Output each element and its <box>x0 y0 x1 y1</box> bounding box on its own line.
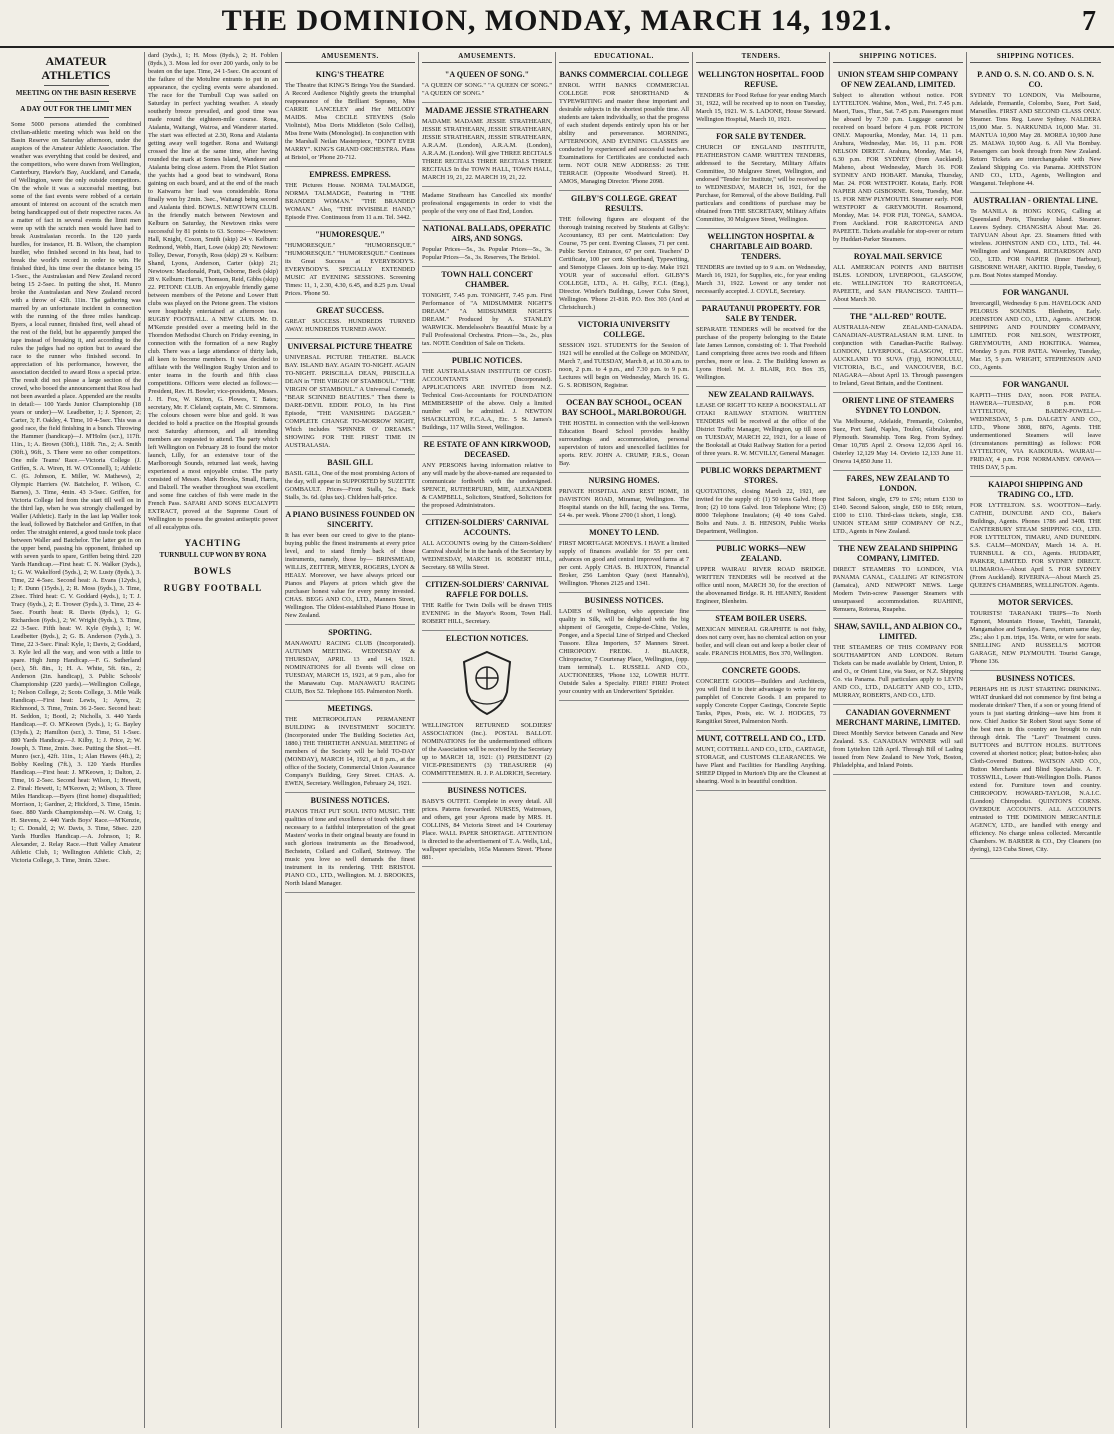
advertisement <box>285 303 415 339</box>
ad-body: THE METROPOLITAN PERMANENT BUILDING & INVESTMENT SOCIETY. (Incorporated under The Building Societies Act, 1880.) THE THIRTIETH ANNUAL MEETING of members of the Society will be held TO-DAY (MONDAY), MARCH 14, 1921, at 8 p.m., at the office of the Society, Commercial Union Assurance Company's Building, Grey Street. CHAS. A. EWEN, Secretary. Wellington, February 24, 1921. <box>285 716 415 787</box>
ad-body: Direct Monthly Service between Canada and New Zealand. S.S. CANADIAN WINNER will sail from Lyttelton 12th April. Through Bill of Lading issued from New Zealand to New York, Boston, Philadelphia, and Inland Points. <box>833 730 963 769</box>
advertisement <box>696 611 826 663</box>
ad-body: "A QUEEN OF SONG." "A QUEEN OF SONG." "A QUEEN OF SONG." <box>422 82 552 97</box>
subheadline: TURNBULL CUP WON BY RONA <box>159 551 267 559</box>
ad-body: THE Pictures House. NORMA TALMADGE, NORMA TALMADGE, Featuring in "THE BRANDED WOMAN." "THE BRANDED WOMAN." Also, "THE INVISIBLE HAND," Episode Five. Continuous from 11 a.m. Tel. 3442. <box>285 182 415 221</box>
soldiers-association-emblem-icon <box>458 648 516 718</box>
advertisement <box>833 249 963 309</box>
ad-heading: WELLINGTON HOSPITAL. FOOD REFUSE. <box>697 70 825 89</box>
column-header: TENDERS. <box>696 52 826 63</box>
ad-heading: MUNT, COTTRELL AND CO., LTD. <box>696 734 826 743</box>
ad-heading: NEW ZEALAND RAILWAYS. <box>708 390 814 399</box>
ad-heading: CITIZEN-SOLDIERS' CARNIVAL RAFFLE FOR DOLLS. <box>425 580 549 599</box>
ad-body: SESSION 1921. STUDENTS for the Session of 1921 will be enrolled at the College on MONDAY, March 7, and TUESDAY, March 8, at 10.30 a.m. to noon, 2 p.m. to 4 p.m., and 7.30 p.m. to 9 p.m. Lectures will begin on Wednesday, March 16. G. G. S. ROBISON, Registrar. <box>559 342 689 389</box>
ad-body: MUNT, COTTRELL AND CO., LTD., CARTAGE, STORAGE, and CUSTOMS CLEARANCES. We have Plant and Facilities for Handling Anything. SHEEP Dipped in Murton's Dip are the Cleanest at shearing. Wool is in beautiful condition. <box>696 746 826 785</box>
advertisement <box>970 477 1101 595</box>
ad-heading: CANADIAN GOVERNMENT MERCHANT MARINE, LIMITED. <box>835 708 961 727</box>
ad-heading: FOR SALE BY TENDER. <box>716 132 806 141</box>
advertisement <box>696 731 826 791</box>
ad-body: WELLINGTON RETURNED SOLDIERS' ASSOCIATION (Inc.). POSTAL BALLOT. NOMINATIONS for the undermentioned officers of the Association will be received by the Secretary up to MARCH 18, 1921: (1) PRESIDENT (2) VICE-PRESIDENTS (3) TREASURER (4) COMMITTEEMEN. R. J. P. ALDRICH, Secretary. <box>422 722 552 777</box>
ad-heading: NATIONAL BALLADS, OPERATIC AIRS, AND SONGS. <box>423 224 551 243</box>
ad-body: PERHAPS HE IS JUST STARTING DRINKING. WHAT drunkard did not commence by first being a moderate drinker? Then, if a son or young friend of yours is just starting drinking—save him from it now. Chief Justice Sir Robert Stout says: Some of the best men in this country are brought to ruin through drink. The "Lavi" Treatment cures. BUTTONS and BUTTON HOLES. BUTTONS covered at shortest notice; pleat; button-holes; also Cloth-Covered Buttons. WATSON AND CO., Button Merchants and Blind Specialists. A. F. TOSSWILL, Lower Hutt-Wellington Dolls. Pianos extend for. Furniture town and country. CHIROPODY. HOWARD-TAYLOR, N.A.I.C. (London) Chiropodist. QUINTON'S CORNS. OVERDUE ACCOUNTS. ALL ACCOUNTS entrusted to THE DOMINION MERCANTILE AGENCY, LTD., are handled with energy and efficiency. No charge unless collected. Mercantile Chambers. W. BARBER & CO., Dry Cleaners (no dyeing), 123 Cuba Street, City. <box>970 686 1101 853</box>
advertisement <box>285 507 415 625</box>
advertisement <box>285 339 415 455</box>
ad-heading: OCEAN BAY SCHOOL, OCEAN BAY SCHOOL, MARLBOROUGH. <box>561 398 687 417</box>
column-8 <box>967 52 1104 1428</box>
ad-body: "HUMORESQUE." "HUMORESQUE." "HUMORESQUE." "HUMORESQUE." Continues its Great Success at EVERYBODY'S. EVERYBODY'S. SPECIALLY EXTENDED MUSIC AT EVENING SESSIONS. Screening Times: 11, 1, 2.30, 4.30, 6.45, and 8.25 p.m. Usual Prices. 'Phone 50. <box>285 242 415 297</box>
divider <box>44 85 109 86</box>
column-header: SHIPPING NOTICES. <box>970 52 1101 63</box>
ad-body: MANAWATU RACING CLUB (Incorporated). AUTUMN MEETING. WEDNESDAY & THURSDAY, APRIL 13 and 14, 1921. NOMINATIONS for all Events will close on TUESDAY, MARCH 15, 1921, at 9 p.m., also for the Manawatu Cup. MANAWATU RACING CLUB, Box 52. Telephone 165. Palmerston North. <box>285 640 415 695</box>
ad-body: FOR LYTTELTON. S.S. WOOTTON—Early. CATHIE, DUNCUBE AND CO., Baker's Buildings, Agents. Phones 1786 and 3408. THE CANTERBURY STEAM SHIPPING CO., LTD. FOR LYTTELTON, TIMARU, AND DUNEDIN. S.S. CALM—MONDAY, March 14. A. H. TURNBULL & CO., Agents. HUDDART, PARKER, LIMITED. FOR SYDNEY DIRECT. ULIMAROA—About April 5. FOR SYDNEY (From Auckland). RIVERINA—About March 25. QUEEN'S CHAMBERS, WELLINGTON. Agents. <box>970 502 1101 589</box>
ad-body: PRIVATE HOSPITAL AND REST HOME, 18 DAVISTON ROAD, Miramar, Wellington. The Hospital stands on the hill, facing the sea. Terms, £4 4s. per week. 'Phone 2700 (1 short, 1 long). <box>559 488 689 519</box>
advertisement <box>422 631 552 783</box>
advertisement <box>970 193 1101 285</box>
ad-heading: KING'S THEATRE <box>315 70 385 79</box>
ad-heading: PUBLIC WORKS—NEW ZEALAND. <box>716 544 806 563</box>
advertisement <box>696 387 826 463</box>
ad-body: The Theatre that KING'S Brings You the Standard. A Record Audience Nightly greets the triumphal reappearance of the Brilliant Soprano, Miss CARRIE LANCELEY and Her MELODY MAIDS. Miss CECILE STEVENS (Solo Violinist), Miss Doris Middleton (Solo Cellist), Miss Irene Watts (Monologist). In conjunction with the Marshall Neilan Masterpiece, "DON'T EVER MARRY". KING'S GRAND ORCHESTRA. Plans at Bristol, or 'Phone 20-712. <box>285 82 415 161</box>
ad-body: Subject to alteration without notice. FOR LYTTELTON. Wahine, Mon., Wed., Fri. 7.45 p.m. Maori, Tues., Thur., Sat. 7.45 p.m. Passengers must be aboard by 7.30 p.m. Luggage cannot be received on board before 4 p.m. FOR PICTON ONLY. Mapourika, Monday, Mar. 14, 11 p.m. Arahura, Wednesday, Mar. 16, 11 p.m. FOR NELSON DIRECT. Arahura, Monday, Mar. 14, 6.30 p.m. FOR SYDNEY (from Auckland). Maheno, about Wednesday, March 16. FOR SYDNEY AND HOBART. Manuka, Thursday, Mar. 24. FOR WESTPORT. Kotata, Early. FOR NAPIER AND GISBORNE. Kotu, Tuesday, Mar. 15. FOR NEW PLYMOUTH. Steamer early. FOR WESTPORT & GREYMOUTH. Rosamond, Monday, Mar. 14. FOR FIJI, TONGA, SAMOA. From Auckland. FOR RAROTONGA AND PAPEETE. Tickets available for stop-over or return by Huddart-Parker Steamers. <box>833 92 963 243</box>
ad-body: TONIGHT, 7.45 p.m. TONIGHT, 7.45 p.m. First Performance of "A MIDSUMMER NIGHT'S DREAM." "A MIDSUMMER NIGHT'S DREAM." Produced by A. STANLEY WARWICK. Mendelssohn's Beautiful Music by a Full Professional Orchestra. Prices—3s., 2s., plus tax. NOTE Condition of Sale on Tickets. <box>422 292 552 347</box>
advertisement <box>970 377 1101 477</box>
advertisement <box>833 393 963 471</box>
advertisement <box>285 701 415 793</box>
advertisement <box>833 619 963 705</box>
ad-heading: BANKS COMMERCIAL COLLEGE <box>559 70 689 79</box>
ad-body: ENROL WITH BANKS COMMERCIAL COLLEGE FOR SHORTHAND & TYPEWRITING and master these important and desirable subjects in the shortest possible time. All students are taken individually, so that the progress of each student depends entirely upon his or her ability and perseverance. MORNING, AFTERNOON, AND EVENING CLASSES are conducted by experienced and successful teachers. Examinations for Certificates are conducted each term. NOT OUR NEW ADDRESS: 26 THE TERRACE (Opposite Woodward Street). H. AMOS, Managing Director. 'Phone 2098. <box>559 82 689 185</box>
ad-body: It has ever been our creed to give to the piano-buying public the finest instruments at every price level, and to stand firmly back of those instruments, namely, those by— BRINSMEAD, WILLIS, ZEITTER, MEYER, ROGERS, LYON & HEALY. Moreover, we have always priced our Pianos and Players at prices which give the purchaser honest value for every penny invested. CHAS. BEGG AND CO., LTD., Manners Street, Wellington. The Oldest-established Piano House in New Zealand. <box>285 532 415 619</box>
ad-body: KAPITI—THIS DAY, noon. FOR PATEA. HAWERA—TUESDAY, 8 p.m. FOR LYTTELTON, BADEN-POWELL—WEDNESDAY, 5 p.m. DALGETY AND CO., LTD., 'Phone 3808, 8876, Agents. THE undermentioned Steamers will leave (circumstances permitting) as follows: FOR LYTTELTON, VIA KAIKOURA. WAIRAU—FRIDAY, 4 p.m. FOR NORMANBY. OPAWA—THIS DAY, 5 p.m. <box>970 392 1101 471</box>
ad-heading: BUSINESS NOTICES. <box>447 786 527 795</box>
advertisement <box>970 595 1101 671</box>
column-2 <box>145 52 282 1428</box>
ad-body: SYDNEY TO LONDON, Via Melbourne, Adelaide, Fremantle, Colombo, Suez, Port Said, Marseilles. FIRST AND SECOND CLASS ONLY. Steamer. Tons Reg. Leave Sydney. NALDERA 15,000 Mar. 5. NARKUNDA 16,000 Mar. 31. MANTUA 10,900 May 28. MOREA 10,900 June 25. MALWA 10,900 Aug. 6. All Via Bombay. Passengers can book through from New Zealand. Return Tickets are interchangeable with New Zealand Shipping Co. via Panama. JOHNSTON AND CO., LTD., Agents, Wellington and Wanganui. Telephone 44. <box>970 92 1101 187</box>
ad-body: THE AUSTRALASIAN INSTITUTE OF COST-ACCOUNTANTS (Incorporated). APPLICATIONS ARE INVITED from N.Z. Technical Cost-Accountants for FOUNDATION MEMBERSHIP of the above. Only a limited number will be admitted. J. NEWTON SHACKLETON, F.C.A.A., Etc. 5 St. James's Buildings, 117 Willis Street, Wellington. <box>422 368 552 431</box>
ad-body: MEXICAN MINERAL GRAPHITE is not fishy, does not carry over, has no chemical action on your boiler, and will clean out and keep a boiler clear of scale. FRANCIS HOLMES, Box 370, Wellington. <box>696 626 826 657</box>
ad-body: MADAME MADAME JESSIE STRATHEARN, JESSIE STRATHEARN, JESSIE STRATHEARN, JESSIE STRATHEARN, JESSIE STRATHEARN, A.R.A.M. (London), A.R.A.M. (London), A.R.A.M. (London). Will give THREE RECITALS THREE RECITALS THREE RECITALS THREE RECITALS In the TOWN HALL, TOWN HALL, MARCH 19, 21, 22. MARCH 19, 21, 22. <box>422 118 552 181</box>
ad-heading: MEETINGS. <box>327 704 373 713</box>
divider <box>44 117 109 118</box>
advertisement <box>696 301 826 387</box>
advertisement <box>696 663 826 731</box>
advertisement <box>696 129 826 229</box>
advertisement <box>285 227 415 303</box>
advertisement <box>833 67 963 249</box>
ad-body: GREAT SUCCESS. HUNDREDS TURNED AWAY. HUNDREDS TURNED AWAY. <box>285 318 415 333</box>
advertisement <box>833 471 963 541</box>
ad-heading: CONCRETE GOODS. <box>721 666 801 675</box>
ad-body: Popular Prices—5s., 3s. Popular Prices—5s., 3s. Popular Prices—5s., 3s. Reserves, The Bristol. <box>422 246 552 261</box>
section-heading: YACHTING <box>184 538 242 548</box>
ad-body: CHURCH OF ENGLAND INSTITUTE, FEATHERSTON CAMP. WRITTEN TENDERS, addressed to the Secretary, Military Affairs Committee, 30 Mulgrave Street, Wellington, and endorsed "Tender for Institute," will be received up to WEDNESDAY, MARCH 16, 1921, for the Purchase, for Removal, of the above Building. Full particulars and conditions of purchase may be obtained from THE SECRETARY, Military Affairs Committee, 30 Mulgrave Street, Wellington. <box>696 144 826 223</box>
ad-heading: A PIANO BUSINESS FOUNDED ON SINCERITY. <box>285 510 415 529</box>
ad-body: CONCRETE GOODS—Builders and Architects, you will find it to their advantage to write for my pamphlet of Concrete Goods. I am prepared to supply Concrete Copper Castings, Concrete Septic Tanks, Pipes, Posts, etc. W. J. HODGES, 73 Rangitikei Street, Palmerston North. <box>696 678 826 725</box>
ad-heading: MOTOR SERVICES. <box>998 598 1073 607</box>
ad-heading: KAIAPOI SHIPPING AND TRADING CO., LTD. <box>988 480 1083 499</box>
ad-body: DIRECT STEAMERS TO LONDON, VIA PANAMA CANAL, CALLING AT KINGSTON (Jamaica), AND NEWPORT NEWS. Large Modern Twin-screw Passenger Steamers with unsurpassed accommodation. RUAHINE, Remuera, Rotorua, Ruapehu. <box>833 566 963 613</box>
ad-heading: BUSINESS NOTICES. <box>584 596 664 605</box>
advertisement <box>833 309 963 393</box>
ad-body: BASIL GILL, One of the most promising Actors of the day, will appear in SUPPORTED by SUZETTE GOMBAULT. Prices—Front Stalls, 5s.; Back Stalls, 3s. 6d. (plus tax). Children half-price. <box>285 470 415 501</box>
advertisement <box>559 191 689 317</box>
advertisement <box>285 625 415 701</box>
ad-heading: GREAT SUCCESS. <box>316 306 384 315</box>
advertisement <box>422 783 552 867</box>
article-body: dard (3yds.), 1; H. Moss (8yds.), 2; H. Foblen (8yds.), 3. Moss led for over 200 yards, only to be beaten on the tape. Time, 24 1-5sec. On account of the failure of the Motuline entrants to put in an appearance, the cycling events were abandoned. The race for the Turnbull Cup was sailed on Saturday in perfect yachting weather. A steady southerly breeze prevailed, and good time was made round the eighteen-mile course. Rona, Atalanta, Waitangi, Wairoa, and Wanderer started. The start was effected at 2.30, Rona and Atalanta getting away well together. Rona and Waitangi crossed the line at the same time, after having rounded the mark at Somes Island, Wanderer and Atalanta being close astern. From the Pilot Station the yachts had a good beat to windward, Rona gaining on each board, and at the end of the reach to Kaiwarra her lead was considerable. Rona finally won by 2min. 3sec., Waitangi being second and Atalanta third. BOWLS. NEWTOWN CLUB. In the friendly match between Newtown and Kelburn on Saturday, the Newtown rinks were successful by 81 points to 63. Scores:—Newtown: Hall, Knight, Coxon, Smith (skip) 24 v. Kelburn: Redmond, Webb, Hart, Lowe (skip) 20; Newtown: Tolley, Dewar, Forsyth, Ross (skip) 29 v. Kelburn: Shand, Lyons, Anderson, Carter (skip) 21; Newtown: Macdonald, Pratt, Osborne, Beck (skip) 28 v. Kelburn: Harris, Thomson, Reid, Gibbs (skip) 22. PETONE CLUB. An enjoyable friendly game between members of the Petone and Lower Hutt clubs was played on the Petone green. The visitors were hospitably entertained at afternoon tea. RUGBY FOOTBALL. A NEW CLUB. Mr. D. M'Kenzie presided over a meeting held in the Thorndon Methodist Church on Friday evening, in connection with the formation of a new Rugby club. There was a large attendance of thirty lads, all keen to become members. It was decided to affiliate with the Wellington Rugby Union and to enter teams in the fourth and fifth class competitions. Officers were elected as follows:—President, Rev. H. Bowler; vice-presidents, Messrs. J. H. Fox, W. Kirton, G. Plowes, T. Bates; secretary, Mr. F. Cleland; captain, Mr. C. Simmons. The colours chosen were blue and gold. It was decided to hold a practice on the Hospital grounds next Saturday afternoon, and all intending members are requested to attend. The party which left Wellington on February 28 to found the motor launch, Lilly, for an extensive tour of the Marlborough Sounds, returned last week, having experienced a most enjoyable cruise. The party consisted of Messrs. Mark Brooks, Small, Harris, and Dalzell. The weather throughout was excellent and some fine catches of fish were made in the French Pass. SAFARI AND SONS EUCALYPTI EXTRACT, proved at the Supreme Court of Wellington to possess the greatest antiseptic power of all eucalyptus oils. <box>148 52 278 531</box>
advertisement <box>422 515 552 577</box>
ad-heading: SPORTING. <box>328 628 372 637</box>
ad-body: THE STEAMERS OF THIS COMPANY FOR SOUTHAMPTON AND LONDON. Return Tickets can be made available by Orient, Union, P. and O., or Orient Line, via Suez, or N.Z. Shipping Co. via Panama. Full particulars apply to LEVIN AND CO., LTD., DALGETY AND CO., LTD., MURRAY, ROBERTS, AND CO., LTD. <box>833 644 963 699</box>
section-heading: RUGBY FOOTBALL <box>163 583 263 593</box>
advertisement <box>559 67 689 191</box>
column-4 <box>419 52 556 1428</box>
ad-heading: FOR WANGANUI. <box>1002 380 1069 389</box>
ad-body: ALL AMERICAN POINTS AND BRITISH ISLES. LONDON, LIVERPOOL, GLASGOW, etc. WELLINGTON TO RAROTONGA, PAPEETE, and SAN FRANCISCO. TAHITI—About March 30. <box>833 264 963 303</box>
ad-heading: EMPRESS. EMPRESS. <box>309 170 391 179</box>
masthead <box>0 0 1114 48</box>
ad-heading: ELECTION NOTICES. <box>445 634 529 643</box>
ad-heading: CITIZEN-SOLDIERS' CARNIVAL ACCOUNTS. <box>425 518 549 537</box>
ad-body: AUSTRALIA-NEW ZEALAND-CANADA. CANADIAN-AUSTRALASIAN R.M. LINE. In conjunction with Canadian-Pacific Railway. LONDON, LIVERPOOL, GLASGOW, ETC. AUCKLAND TO SUVA (Fiji), HONOLULU, VICTORIA, B.C., and VANCOUVER, B.C. NIAGARA—About April 13. Through passengers to Ireland, Great Britain, and the Continent. <box>833 324 963 387</box>
ad-heading: THE NEW ZEALAND SHIPPING COMPANY, LIMITED. <box>838 544 958 563</box>
ad-heading: RE ESTATE OF ANN KIRKWOOD, DECEASED. <box>423 440 551 459</box>
advertisement <box>559 317 689 395</box>
ad-body: FIRST MORTGAGE MONEYS. I HAVE a limited supply of finances available for 55 per cent. advances on good and central improved farms at 7 per cent. Apply CHAS. B. HUXTON, Financial Broker, 256 Lambton Quay (next Hannah's), Wellington. 'Phones 2125 and 1341. <box>559 540 689 587</box>
ad-body: To MANILA & HONG KONG, Calling at Queensland Ports, Thursday Island. Steamer. Leaves Sydney. CHANGSHA About Mar. 26. TAIYUAN About Apr. 23. Steamers fitted with wireless. JOHNSTON AND CO., LTD., Tel. 44. Wellington and Wanganui. RICHARDSON AND CO., LTD. FOR NAPIER (Inner Harbour), GISBORNE WHARF, AKITIO. Ripple, Tuesday, 6 p.m. Boat Notes stamped Monday. <box>970 208 1101 279</box>
ad-heading: "A QUEEN OF SONG." <box>444 70 530 79</box>
ad-heading: MONEY TO LEND. <box>589 528 659 537</box>
ad-body: ANY PERSONS having information relative to any will made by the above-named are requested to communicate forthwith with the undersigned. SPENCE, RUTHERFURD, MIE, ALEXANDER & CAMPBELL, Solicitors, Stratford, Solicitors for the proposed Administrators. <box>422 462 552 509</box>
ad-body: Via Melbourne, Adelaide, Fremantle, Colombo, Suez, Port Said, Naples, Toulon, Gibraltar, and Plymouth. Steamship. Tons Reg. From Sydney. Omar 10,785 April 2. Orsova 12,036 April 16. Osterley 12,129 May 14. Orvieto 12,133 June 11. Orsova 14,850 June 11. <box>833 418 963 465</box>
column-3 <box>282 52 419 1428</box>
ad-body: PIANOS THAT PUT SOUL INTO MUSIC. THE qualities of tone and excellence of touch which are necessary to a faithful interpretation of the great Masters' works in their original beauty are found in such glorious instruments as the Broadwood, Bechstein, Collard and Collard, Steinway. The music you love so well demands the finest instrument in its rendering. THE BRISTOL PIANO CO., LTD., Wellington. M. J. BROOKES, North Island Manager. <box>285 808 415 887</box>
ad-heading: P. AND O. S. N. CO. AND O. S. N. CO. <box>977 70 1094 89</box>
advertisement <box>422 267 552 353</box>
advertisement <box>833 541 963 619</box>
advertisement <box>285 793 415 893</box>
subheadline: A DAY OUT FOR THE LIMIT MEN <box>20 105 132 113</box>
section-heading: BOWLS <box>193 566 232 576</box>
ad-body: TOURISTS! TARANAKI TRIPS—To North Egmont, Mountain House, Tawhiti, Taranaki, Mangamahoe and Sundays. Fares, return same day, 25s.; also 1 p.m. trips, 15s. Write, or wire for seats. SNELLING AND RUSSELL'S MOTOR GARAGE, NEW PLYMOUTH. Tourist Garage, 'Phone 136. <box>970 610 1101 665</box>
ad-heading: FARES, NEW ZEALAND TO LONDON. <box>846 474 950 493</box>
ad-body: SEPARATE TENDERS will be received for the purchase of the property belonging to the Estate late James Lennon, consisting of: 1. That Freehold Land comprising three acres two roods and fifteen perches, more or less. 2. The Building known as Lyons Hotel. M. J. BLAIR, P.O. Box 35, Wellington. <box>696 326 826 381</box>
ad-heading: MADAME JESSIE STRATHEARN <box>425 106 549 115</box>
ad-body: QUOTATIONS, closing March 22, 1921, are invited for the supply of: (1) 50 tons Galvd. Hoop Iron; (2) 10 tons Galvd. Iron Telephone Wire; (3) 8000 Telephone Insulators; (4) 40 tons Galvd. Bolts and Nuts. J. B. HENSON, Public Works Department, Wellington. <box>696 488 826 535</box>
masthead-title: THE DOMINION, MONDAY, MARCH 14, 1921. <box>221 4 893 37</box>
advertisement <box>833 705 963 775</box>
ad-heading: ROYAL MAIL SERVICE <box>853 252 943 261</box>
advertisement <box>559 593 689 701</box>
advertisement <box>285 455 415 507</box>
column-header: AMUSEMENTS. <box>285 52 415 63</box>
advertisement <box>285 167 415 227</box>
ad-heading: WELLINGTON HOSPITAL & CHARITABLE AID BOARD. TENDERS. <box>707 232 815 261</box>
advertisement <box>696 541 826 611</box>
advertisement <box>970 285 1101 377</box>
ad-heading: NURSING HOMES. <box>588 476 660 485</box>
advertisement <box>422 437 552 515</box>
ad-body: LEASE OF RIGHT TO KEEP A BOOKSTALL AT OTAKI RAILWAY STATION. WRITTEN TENDERS will be received at the office of the District Traffic Manager, Wellington, up till noon on TUESDAY, MARCH 22, 1921, for a lease of the Bookstall at Otaki Railway Station for a period of three years. R. W. MCVILLY, General Manager. <box>696 402 826 457</box>
page-number: 7 <box>1082 6 1096 37</box>
advertisement <box>559 525 689 593</box>
advertisement <box>422 67 552 103</box>
advertisement <box>696 67 826 129</box>
advertisement <box>422 187 552 221</box>
divider <box>44 101 109 102</box>
advertisement <box>422 221 552 267</box>
advertisement <box>696 463 826 541</box>
ad-heading: BUSINESS NOTICES. <box>310 796 390 805</box>
headline: AMATEUR ATHLETICS <box>41 54 111 82</box>
ad-heading: STEAM BOILER USERS. <box>715 614 807 623</box>
article-body: Some 5000 persons attended the combined civilian-athletic meeting which was held on the Basin Reserve on Saturday afternoon, under the auspices of the Amateur Athletic Association. The weather was everything that could be desired, and the competitors, who were drawn from Wellington, Canterbury, Hawke's Bay, Auckland, and Canada, of Wellington, were the only outside competitors. On the whole it was a successful meeting, but some of the fast events were robbed of a certain amount of interest on account of the scratch men being handicapped out of their respective races. As a matter of fact in several events the limit men were up with the scratch men would have had to break Australasian records. In the 120 yards hurdles, for instance, H. B. Wilson, the champion hurdler, who finished second in his heat, had to break the world's record in order to win. He finished third, his time over the distance being 15 1-5sec., the Australasian and New Zealand record being 15 2-5sec. In putting the shot, H. Munro broke the Australasian and New Zealand record with a throw of 42ft. 11in. The gathering was marred by an unfortunate incident in connection with the running of the three miles handicap. Byers, a local runner, finished first, well ahead of the rest of the field, but he apparently jumped the tape instead of breaking it, and according to the rules the judges had no option but to award the race to the runner who finished second. In appreciation of his performance, however, the association decided to award Ross a special prize. The result did not please a large section of the crowd, who booed the announcement that Ross had not been awarded a place. Appended are the results in detail:— 100 Yards Junior Championship (18 years or under)—W. Leadbetter, 1; J. Spencer, 2; Carter, 3; F. Oakley, 4. Time, 10 4-5sec. This was a good race, the field finishing in a bunch. Throwing the Hammer (handicap)—J. M'Holm (scr.), 117ft. 11in., 1; A. Brown (30ft.), 118ft. 7in., 2; A. Smith (30ft.), 96ft., 3. There were no other competitors. One mile Teams' Race.—Victoria College (J. Griffen, S. A. Wiren, H. W. O'Connell), 1; Athletic C. (G. Johnson, E. Miller, W. Mathews), 2; Olympic Harriers (W. Batchelor, F. Wilson, C. Barnes), 3. Time, 4min. 43 3-5sec. Griffen, for Victoria College led from the start till well on in the third lap, when he was strongly challenged by Waller (Athletic). Early in the last lap Waller took the lead, followed by Batchelor and Griffen, in that order. The straight entered, a good tussle took place between Waller and Batchelor. The latter got in on the upper bend, passing his opponent, finished up with seven yards to spare, Griffen being third. 220 Yards Handicap.—First heat: C. N. Walker (3yds.), 1; G. W. Wakelford (5yds.), 2; W. Lusty (8yds.), 3. Time, 22 4-5sec. Second heat: A. Evans (12yds.), 1; F. Dunn (15yds.), 2; R. Moss (6yds.), 3. Time, 23sec. Third heat: C. V. Goddard (4yds.), 1; T. J. Tracy (6yds.), 2; E. Trower (5yds.), 3. Time, 23 4-5sec. Fourth heat: R. Davis (8yds.), 1; G. Richardson (6yds.), 2; W. Wright (9yds.), 3. Time, 22 3-5sec. Fifth heat: W. Kyle (9yds.), 1; W. Leadbetter (8yds.), 2; G. B. Anderson (7yds.), 3. Time, 22 3-5sec. Final: Kyle, 1; Davis, 2; Goddard, 3. Kyle led all the way, and won with a little to spare. High Jump Handicap.—F. G. Sutherland (scr.), 5ft. 8in., 1; H. A. White, 5ft. 6in., 2; Anderson (2in. handicap), 3. Public Schools' Championship (220 yards).—Wellington College, 1; Nelson College, 2; Scots College, 3. Mile Walk Handicap.—First heat: Lewis, 1; Ayres, 2; Richmond, 3. Time, 7min. 36 2-5sec. Second heat: H. Seddon, 1; Bootl, 2; Nicholls, 3. 440 Yards Handicap.—F. O. M'Keown (5yds.), 1; G. Bayley (13yds.), 2; Hamilton (scr.), 3. Time, 51 1-5sec. 880 Yards Handicap.—J. Kilby, 1; J. Price, 2; W. Joseph, 3. Time, 2min. 3sec. Putting the Shot.—H. Munro (scr.), 42ft. 11in., 1; Alan Hawes (4ft.), 2; Bobby Keeling (7ft.), 3. 120 Yards Hurdles Handicap.—First heat: J. M'Keown, 1; Dalton, 2. Time, 16 2-5sec. Second heat: Wilson, 1; Hewett, 2. Final: Hewett, 1; M'Keown, 2; Wilson, 3. Three Miles Handicap.—Byers (first home) disqualified; Morrison, 1; Gardner, 2; Hickford, 3. Time, 15min. 6sec. 880 Yards Championship.—N. W. Craig, 1; H. Stevens, 2. 440 Yards Boys' Race.—M'Kenzie, 1; C. Donald, 2; W. Davis, 3. Time, 58sec. 220 Yards Hurdles Handicap.—A. Johnson, 1; R. Alexander, 2. Relay Race.—Hutt Valley Amateur Athletic Club, 1; Wellington Athletic Club, 2; Victoria College, 3. Time, 3min. 32sec. <box>11 121 141 864</box>
ad-heading: ORIENT LINE OF STEAMERS SYDNEY TO LONDON. <box>842 396 954 415</box>
ad-heading: "HUMORESQUE." <box>315 230 385 239</box>
ad-body: Madame Strathearn has Cancelled six months' professional engagements in order to visit the people of the very one of East End, London. <box>422 192 552 215</box>
column-header: AMUSEMENTS. <box>422 52 552 63</box>
ad-heading: PARAUTANUI PROPERTY. FOR SALE BY TENDER. <box>701 304 821 323</box>
advertisement <box>559 473 689 525</box>
column-header: SHIPPING NOTICES. <box>833 52 963 63</box>
ad-body: THE following figures are eloquent of the thorough training received by Students at Gilby's: Accountancy, 83 per cent. Matriculation: Day Course, 75 per cent. Evening Classes, 71 per cent. Public Service Entrance, 67 per cent. Teachers' D Certificate, 100 per cent. Shorthand, Typewriting, and Stenotype Classes. Join up to-day. Make 1921 YOUR year of successful effort. GILBY'S COLLEGE, LTD., A. H. Gilby, F.C.I. (Eng.), Director. Winder's Buildings, Lower Cuba Street, Wellington. 'Phone 21-818. P.O. Box 303 (And at Christchurch.) <box>559 216 689 311</box>
ad-heading: FOR WANGANUI. <box>1002 288 1069 297</box>
ad-heading: THE "ALL-RED" ROUTE. <box>849 312 947 321</box>
column-header: EDUCATIONAL. <box>559 52 689 63</box>
advertisement <box>970 67 1101 193</box>
ad-body: TENDERS for Food Refuse for year ending March 31, 1922, will be received up to noon on Tuesday, March 15, 1921. W. S. LADONE, House Steward. Wellington Hospital, March 10, 1921. <box>696 92 826 123</box>
column-5 <box>556 52 693 1428</box>
ad-heading: AUSTRALIAN - ORIENTAL LINE. <box>973 196 1098 205</box>
ad-heading: PUBLIC NOTICES. <box>451 356 523 365</box>
ad-heading: BUSINESS NOTICES. <box>996 674 1075 683</box>
ad-heading: UNION STEAM SHIP COMPANY OF NEW ZEALAND, LIMITED. <box>837 70 959 89</box>
ad-body: LADIES of Wellington, who appreciate fine quality in Silk, will be delighted with the big shipment of Georgette, Crepe-de-Chine, Voiles, Pongee, and a Special Line of Striped and Checked Tussore. Eliza Importers, 57 Manners Street. CHIROPODY. FREDK. J. BLAKER, Chiropractor, 7 Courtenay Place, Wellington, (opp. tram terminal). L. RUSSELL AND CO., AUCTIONEERS, 'Phone 132, LOWER HUTT. Outside Sales a Specialty. FIRE! FIRE! Protect your country with an Underwriters' Sprinkler. <box>559 608 689 695</box>
advertisement <box>422 103 552 187</box>
advertisement <box>559 395 689 473</box>
column-1 <box>8 52 145 1428</box>
ad-body: BABY'S OUTFIT. Complete in every detail. All prices. Paterns forwarded. NURSES, Waitresses, and others, get your Aprons made by MRS. H. COLLINS, 84 Victoria Street and 14 Courtenay Place. WALL PAPER SHORTAGE. ATTENTION is directed to the advertisement of T. A. Wells, Ltd., wallpaper specialists, 165a Manners Street. 'Phone 881. <box>422 798 552 861</box>
ad-body: ALL ACCOUNTS owing by the Citizen-Soldiers' Carnival should be in the hands of the Secretary by WEDNESDAY, MARCH 16. ROBERT HILL, Secretary. 68 Willis Street. <box>422 540 552 571</box>
ad-body: THE Raffle for Twin Dolls will be drawn THIS EVENING in the Mayor's Room, Town Hall. ROBERT HILL, Secretary. <box>422 602 552 625</box>
ad-body: UPPER WAIRAU RIVER ROAD BRIDGE. WRITTEN TENDERS will be received at the office until noon, MARCH 30, for the erection of the abovenamed Bridge. R. H. HEANEY, Resident Engineer, Blenheim. <box>696 566 826 605</box>
ad-body: TENDERS are invited up to 9 a.m. on Wednesday, March 16, 1921, for Supplies, etc., for year ending March 31, 1922. Lowest or any tender not necessarily accepted. J. COYLE, Secretary. <box>696 264 826 295</box>
ad-body: UNIVERSAL PICTURE THEATRE. BLACK BAY. ISLAND BAY. AGAIN TO-NIGHT. AGAIN TO-NIGHT. PRISCILLA DEAN, PRISCILLA DEAN in "THE VIRGIN OF STAMBOUL." "THE VIRGIN OF STAMBOUL." A Universal Comedy, "BEAR SCINNED BEAUTIES." Then there is DARE-DEVIL EDDIE POLO, In his First Episode, "THE VANISHING DAGGER." COMPLETE CHANGE TO-MORROW NIGHT, Which includes "SPINNER O' DREAMS." SHOWING FOR THE FIRST TIME IN AUSTRALASIA. <box>285 354 415 449</box>
column-6 <box>693 52 830 1428</box>
columns <box>8 52 1108 1428</box>
advertisement <box>422 577 552 631</box>
ad-body: Invercargill, Wednesday 6 p.m. HAVELOCK AND PELORUS SOUNDS. Blenheim, Early. JOHNSTON AND CO., LTD., Agents. ANCHOR SHIPPING AND FOUNDRY COMPANY, LIMITED. FOR NELSON, WESTPORT, GREYMOUTH, AND HOKITIKA. Waimea, Monday 5 p.m. FOR PATEA. Waverley, Tuesday, Mar. 15, 5 p.m. WRIGHT, STEPHENSON AND CO., Agents. <box>970 300 1101 371</box>
ad-heading: SHAW, SAVILL, AND ALBION CO., LIMITED. <box>834 622 962 641</box>
ad-heading: UNIVERSAL PICTURE THEATRE <box>287 342 413 351</box>
ad-heading: BASIL GILL <box>327 458 373 467</box>
ad-heading: PUBLIC WORKS DEPARTMENT STORES. <box>700 466 822 485</box>
ad-heading: VICTORIA UNIVERSITY COLLEGE. <box>577 320 671 339</box>
advertisement <box>285 67 415 167</box>
advertisement <box>422 353 552 437</box>
subheadline: MEETING ON THE BASIN RESERVE <box>15 89 137 97</box>
ad-heading: TOWN HALL CONCERT CHAMBER. <box>441 270 533 289</box>
advertisement <box>970 671 1101 859</box>
ad-body: THE HOSTEL in connection with the well-known Education Board School provides healthy surroundings and accommodation, personal supervision of tutors and unexcelled facilities for sports. REV. JOHN A. CRUMP, F.R.S., Ocean Bay. <box>559 420 689 467</box>
ad-body: First Saloon, single, £79 to £76; return £130 to £140. Second Saloon, single, £60 to £66; return, £100 to £110. Third-class tickets, single, £38. UNION STEAM SHIP COMPANY OF N.Z., LTD., Agents in New Zealand. <box>833 496 963 535</box>
column-7 <box>830 52 967 1428</box>
advertisement <box>696 229 826 301</box>
ad-heading: GILBY'S COLLEGE. GREAT RESULTS. <box>571 194 677 213</box>
